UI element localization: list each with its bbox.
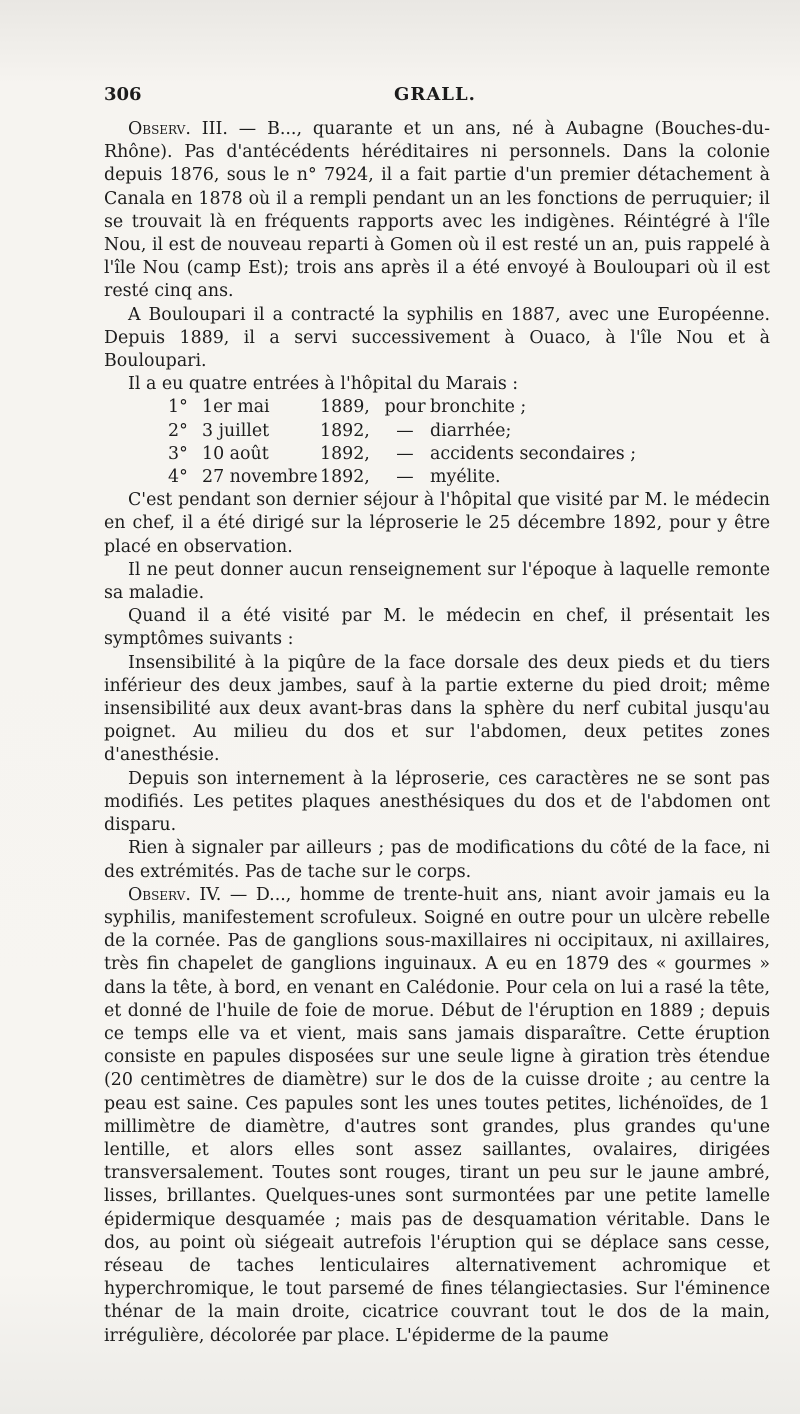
obs3-internment-paragraph: Depuis son internement à la léproserie, ces caractères ne se sont pas modifiés. Les petites plaques anesthésiques du dos et de l'abdomen ont disparu. bbox=[104, 768, 770, 836]
obs3-intro-text: — B..., quarante et un ans, né à Aubagne (Bouches-du-Rhône). Pas d'antécédents héréditaires ni personnels. Dans la colonie depuis 1876, sous le n° 7924, il a fait partie d'un premier détachement à Canala en 1878 où il a rempli pendant un an les fonctions de perruquier; il se trouvait là en fréquents rapports avec les indigènes. Réintégré à l'île Nou, il est de nouveau reparti à Gomen où il est resté un an, puis rappelé à l'île Nou (camp Est); trois ans après il a été envoyé à Bouloupari où il est resté cinq ans. bbox=[104, 119, 770, 302]
obs4-text: — D..., homme de trente-huit ans, niant avoir jamais eu la syphilis, manifestement scrofuleux. Soigné en outre pour un ulcère rebelle de la cornée. Pas de ganglions sous-maxillaires ni occipitaux, ni axillaires, très fin chapelet de ganglions inguinaux. A eu en 1879 des « gourmes » dans la tête, à bord, en venant en Calédonie. Pour cela on lui a rasé la tête, et donné de l'huile de foie de morue. Début de l'éruption en 1889 ; depuis ce temps elle va et vient, mais sans jamais disparaître. Cette éruption consiste en papules disposées sur une seule ligne à giration très étendue (20 centimètres de diamètre) sur le dos de la cuisse droite ; au centre la peau est saine. Ces papules sont les unes toutes petites, lichénoïdes, de 1 millimètre de diamètre, d'autres sont grandes, plus grandes qu'une lentille, et alors elles sont assez saillantes, ovalaires, dirigées transversalement. Toutes sont rouges, tirant un peu sur le jaune ambré, lisses, brillantes. Quelques-unes sont surmontées par une petite lamelle épidermique desquamée ; mais pas de desquamation véritable. Dans le dos, au point où siégeait autrefois l'éruption qui se déplace sans cesse, réseau de taches lenticulaires alternativement achromique et hyperchromique, le tout parsemé de fines télangiectasies. Sur l'éminence thénar de la main droite, cicatrice couvrant tout le dos de la main, irrégulière, décolorée par place. L'épiderme de la paume bbox=[104, 884, 770, 1346]
obs3-insensibility-paragraph: Insensibilité à la piqûre de la face dorsale des deux pieds et du tiers inférieur des deux jambes, sauf à la partie externe du pied droit; même insensibilité aux deux avant-bras dans la sphère du nerf cubital jusqu'au poignet. Au milieu du dos et sur l'abdomen, deux petites zones d'anesthésie. bbox=[104, 652, 770, 766]
table-row: 1° 1er mai 1889, pour bronchite ; bbox=[168, 397, 527, 418]
obs4-paragraph bbox=[104, 884, 770, 1348]
body-text bbox=[104, 118, 770, 1348]
obs3-remarks-paragraph: Rien à signaler par ailleurs ; pas de modifications du côté de la face, ni des extrémités. Pas de tache sur le corps. bbox=[104, 838, 770, 882]
table-row: 3° 10 août 1892, — accidents secondaires ; bbox=[168, 443, 637, 464]
obs3-symptoms-intro: Quand il a été visité par M. le médecin en chef, il présentait les symptômes suivants : bbox=[104, 606, 770, 650]
obs3-origin-paragraph: Il ne peut donner aucun renseignement sur l'époque à laquelle remonte sa maladie. bbox=[104, 559, 770, 604]
page-header bbox=[104, 84, 770, 110]
obs4-label: Observ. IV. bbox=[128, 884, 222, 905]
obs3-syphilis-paragraph: A Bouloupari il a contracté la syphilis en 1887, avec une Européenne. Depuis 1889, il a servi successivement à Ouaco, à l'île Nou et à Bouloupari. bbox=[104, 304, 770, 372]
table-row: 2° 3 juillet 1892, — diarrhée; bbox=[168, 420, 512, 441]
obs3-intro-paragraph bbox=[104, 118, 770, 304]
table-row: 4° 27 novembre 1892, — myélite. bbox=[168, 467, 501, 488]
hospital-admissions-table bbox=[168, 396, 636, 489]
page-number: 306 bbox=[104, 84, 142, 105]
obs3-admissions-paragraph: Il a eu quatre entrées à l'hôpital du Marais : bbox=[128, 374, 519, 395]
running-title: GRALL. bbox=[394, 84, 476, 105]
obs3-leproserie-paragraph: C'est pendant son dernier séjour à l'hôpital que visité par M. le médecin en chef, il a été dirigé sur la léproserie le 25 décembre 1892, pour y être placé en observation. bbox=[104, 490, 770, 557]
obs3-label: Observ. III. bbox=[128, 119, 228, 139]
